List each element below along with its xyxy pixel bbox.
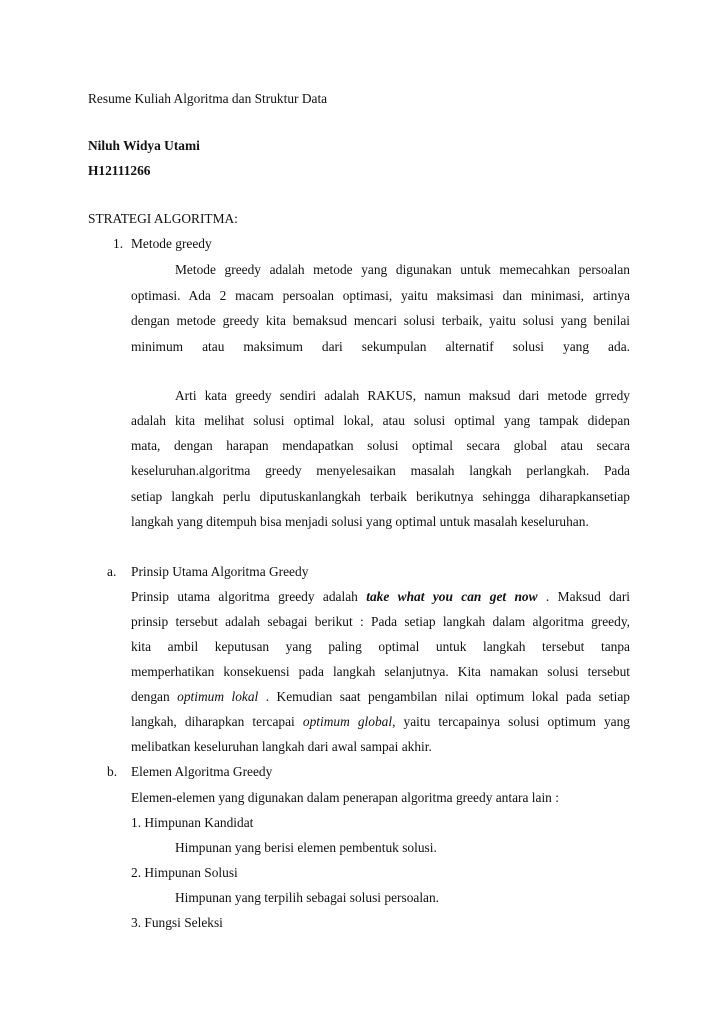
section-heading: STRATEGI ALGORITMA: [88,211,238,226]
paragraph-line: melibatkan keseluruhan langkah dari awal sampai akhir. [131,739,432,754]
author-name: Niluh Widya Utami [88,138,200,153]
paragraph-line: Elemen-elemen yang digunakan dalam penerapan algoritma greedy antara lain : [131,790,559,805]
paragraph-line: langkah, diharapkan tercapai optimum global, yaitu tercapainya solusi optimum yang [131,714,630,729]
subsection-title: Elemen Algoritma Greedy [131,764,273,779]
paragraph-line: kita ambil keputusan yang paling optimal untuk langkah tersebut tanpa [131,639,630,654]
paragraph-line: keseluruhan.algoritma greedy menyelesaikan masalah langkah perlangkah. Pada [131,463,630,478]
subsection-title: Prinsip Utama Algoritma Greedy [131,564,309,579]
paragraph-line: langkah yang ditempuh bisa menjadi solusi yang optimal untuk masalah keseluruhan. [131,514,589,529]
emphasis-text: optimum lokal [177,689,259,704]
paragraph-line: memperhatikan konsekuensi pada langkah selanjutnya. Kita namakan solusi tersebut [131,664,630,679]
emphasis-text: take what you can get now [366,589,538,604]
paragraph-line: optimasi. Ada 2 macam persoalan optimasi, yaitu maksimasi dan minimasi, artinya [131,288,630,303]
element-label: 2. Himpunan Solusi [131,865,238,880]
sublist-letter: a. [107,564,117,579]
paragraph-line: Metode greedy adalah metode yang digunakan untuk memecahkan persoalan [175,262,630,277]
student-id: H12111266 [88,163,151,178]
element-description: Himpunan yang berisi elemen pembentuk solusi. [175,840,437,855]
paragraph-line: minimum atau maksimum dari sekumpulan alternatif solusi yang ada. [131,339,630,354]
paragraph-line: prinsip tersebut adalah sebagai berikut : Pada setiap langkah dalam algoritma greedy, [131,614,630,629]
paragraph-line: dengan optimum lokal . Kemudian saat pengambilan nilai optimum lokal pada setiap [131,689,630,704]
paragraph-line: dengan metode greedy kita bemaksud mencari solusi terbaik, yaitu solusi yang benilai [131,313,630,328]
sublist-letter: b. [107,764,118,779]
list-item-title: Metode greedy [131,236,212,251]
paragraph-line: setiap langkah perlu diputuskanlangkah terbaik berikutnya sehingga diharapkansetiap [131,489,630,504]
paragraph-line: Arti kata greedy sendiri adalah RAKUS, namun maksud dari metode grredy [175,388,630,403]
document-title: Resume Kuliah Algoritma dan Struktur Data [88,91,328,106]
paragraph-line: Prinsip utama algoritma greedy adalah take what you can get now . Maksud dari [131,589,630,604]
paragraph-line: mata, dengan harapan mendapatkan solusi optimal secara global atau secara [131,438,630,453]
emphasis-text: optimum global [302,714,393,729]
element-description: Himpunan yang terpilih sebagai solusi persoalan. [175,890,440,905]
paragraph-line: adalah kita melihat solusi optimal lokal, atau solusi optimal yang tampak didepan [131,413,630,428]
element-label: 3. Fungsi Seleksi [131,915,223,930]
element-label: 1. Himpunan Kandidat [131,815,254,830]
list-number: 1. [113,236,124,251]
